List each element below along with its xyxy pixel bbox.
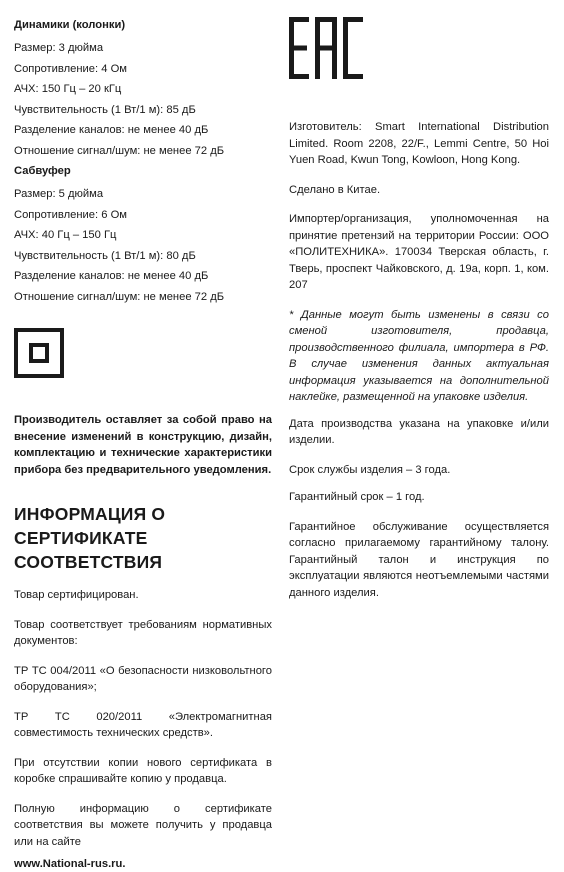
spec-line: АЧХ: 40 Гц – 150 Гц [14, 229, 117, 241]
spec-line: Размер: 3 дюйма [14, 42, 104, 54]
spec-line: Чувствительность (1 Вт/1 м): 85 дБ [14, 103, 196, 116]
cert-paragraph: При отсутствии копии нового сертификата в коробке спрашивайте копию у продавца. [14, 756, 272, 785]
production-date: Дата производства указана на упаковке и/или изделии. [289, 417, 549, 446]
certificate-heading: ИНФОРМАЦИЯ О СЕРТИФИКАТЕ СООТВЕТСТВИЯ [14, 504, 166, 572]
change-note: * Данные могут быть изменены в связи со сменой изготовителя, продавца, производственного филиала, импортера в РФ. В случае изменения данных актуальная информация указывается на дополнительной наклейке, размещенной на упаковке изделия. [289, 308, 549, 403]
importer-info: Импортер/организация, уполномоченная на принятие претензий на территории России: ООО «ПОЛИТЕХНИКА». 170034 Тверская область, г. Тверь, проспект Чайковского, д. 19а, корп. 1, ком. 207 [289, 213, 549, 291]
speakers-title: Динамики (колонки) [14, 19, 126, 31]
eac-mark-icon [289, 17, 363, 79]
certificate-website-link[interactable]: www.National-rus.ru. [14, 858, 126, 870]
made-in: Сделано в Китае. [289, 183, 381, 196]
double-insulation-inner-square [29, 343, 49, 363]
manufacturer-info: Изготовитель: Smart International Distribution Limited. Room 2208, 22/F., Lemmi Centre, 50 Hoi Yuen Road, Kwun Tong, Kowloon, Hong Kong. [289, 121, 549, 166]
subwoofer-title: Сабвуфер [14, 165, 71, 177]
warranty-period: Гарантийный срок – 1 год. [289, 491, 425, 503]
spec-line: Разделение каналов: не менее 40 дБ [14, 124, 209, 136]
spec-line: Сопротивление: 4 Ом [14, 62, 127, 75]
cert-paragraph: ТР ТС 004/2011 «О безопасности низковольтного оборудования»; [14, 664, 272, 693]
spec-line: Отношение сигнал/шум: не менее 72 дБ [14, 144, 225, 157]
cert-paragraph: Товар соответствует требованиям нормативных документов: [14, 618, 272, 647]
right-column [289, 0, 549, 601]
cert-paragraph: ТР ТС 020/2011 «Электромагнитная совместимость технических средств». [14, 710, 272, 739]
spec-line: Разделение каналов: не менее 40 дБ [14, 270, 209, 282]
spec-line: Размер: 5 дюйма [14, 188, 104, 200]
service-life: Срок службы изделия – 3 года. [289, 463, 451, 476]
speakers-specs [14, 38, 272, 161]
left-column [14, 0, 272, 872]
eac-logo-icon [289, 17, 363, 79]
cert-paragraph: Полную информацию о сертификате соответствия вы можете получить у продавца или на сайте [14, 802, 272, 848]
double-insulation-icon [14, 328, 64, 378]
spec-line: АЧХ: 150 Гц – 20 кГц [14, 83, 122, 95]
subwoofer-specs [14, 184, 272, 307]
warranty-service: Гарантийное обслуживание осуществляется согласно прилагаемому гарантийному талону. Гарантийный талон и инструкция по эксплуатации являются неотъемлемыми частями данного изделия. [289, 520, 549, 599]
spec-line: Сопротивление: 6 Ом [14, 208, 127, 221]
spec-line: Отношение сигнал/шум: не менее 72 дБ [14, 290, 225, 303]
cert-paragraph: Товар сертифицирован. [14, 589, 139, 601]
spec-line: Чувствительность (1 Вт/1 м): 80 дБ [14, 249, 196, 262]
manufacturer-notice: Производитель оставляет за собой право на внесение изменений в конструкцию, дизайн, комплектацию и технические характеристики прибора без предварительного уведомления. [14, 414, 272, 476]
certificate-body [14, 587, 272, 872]
